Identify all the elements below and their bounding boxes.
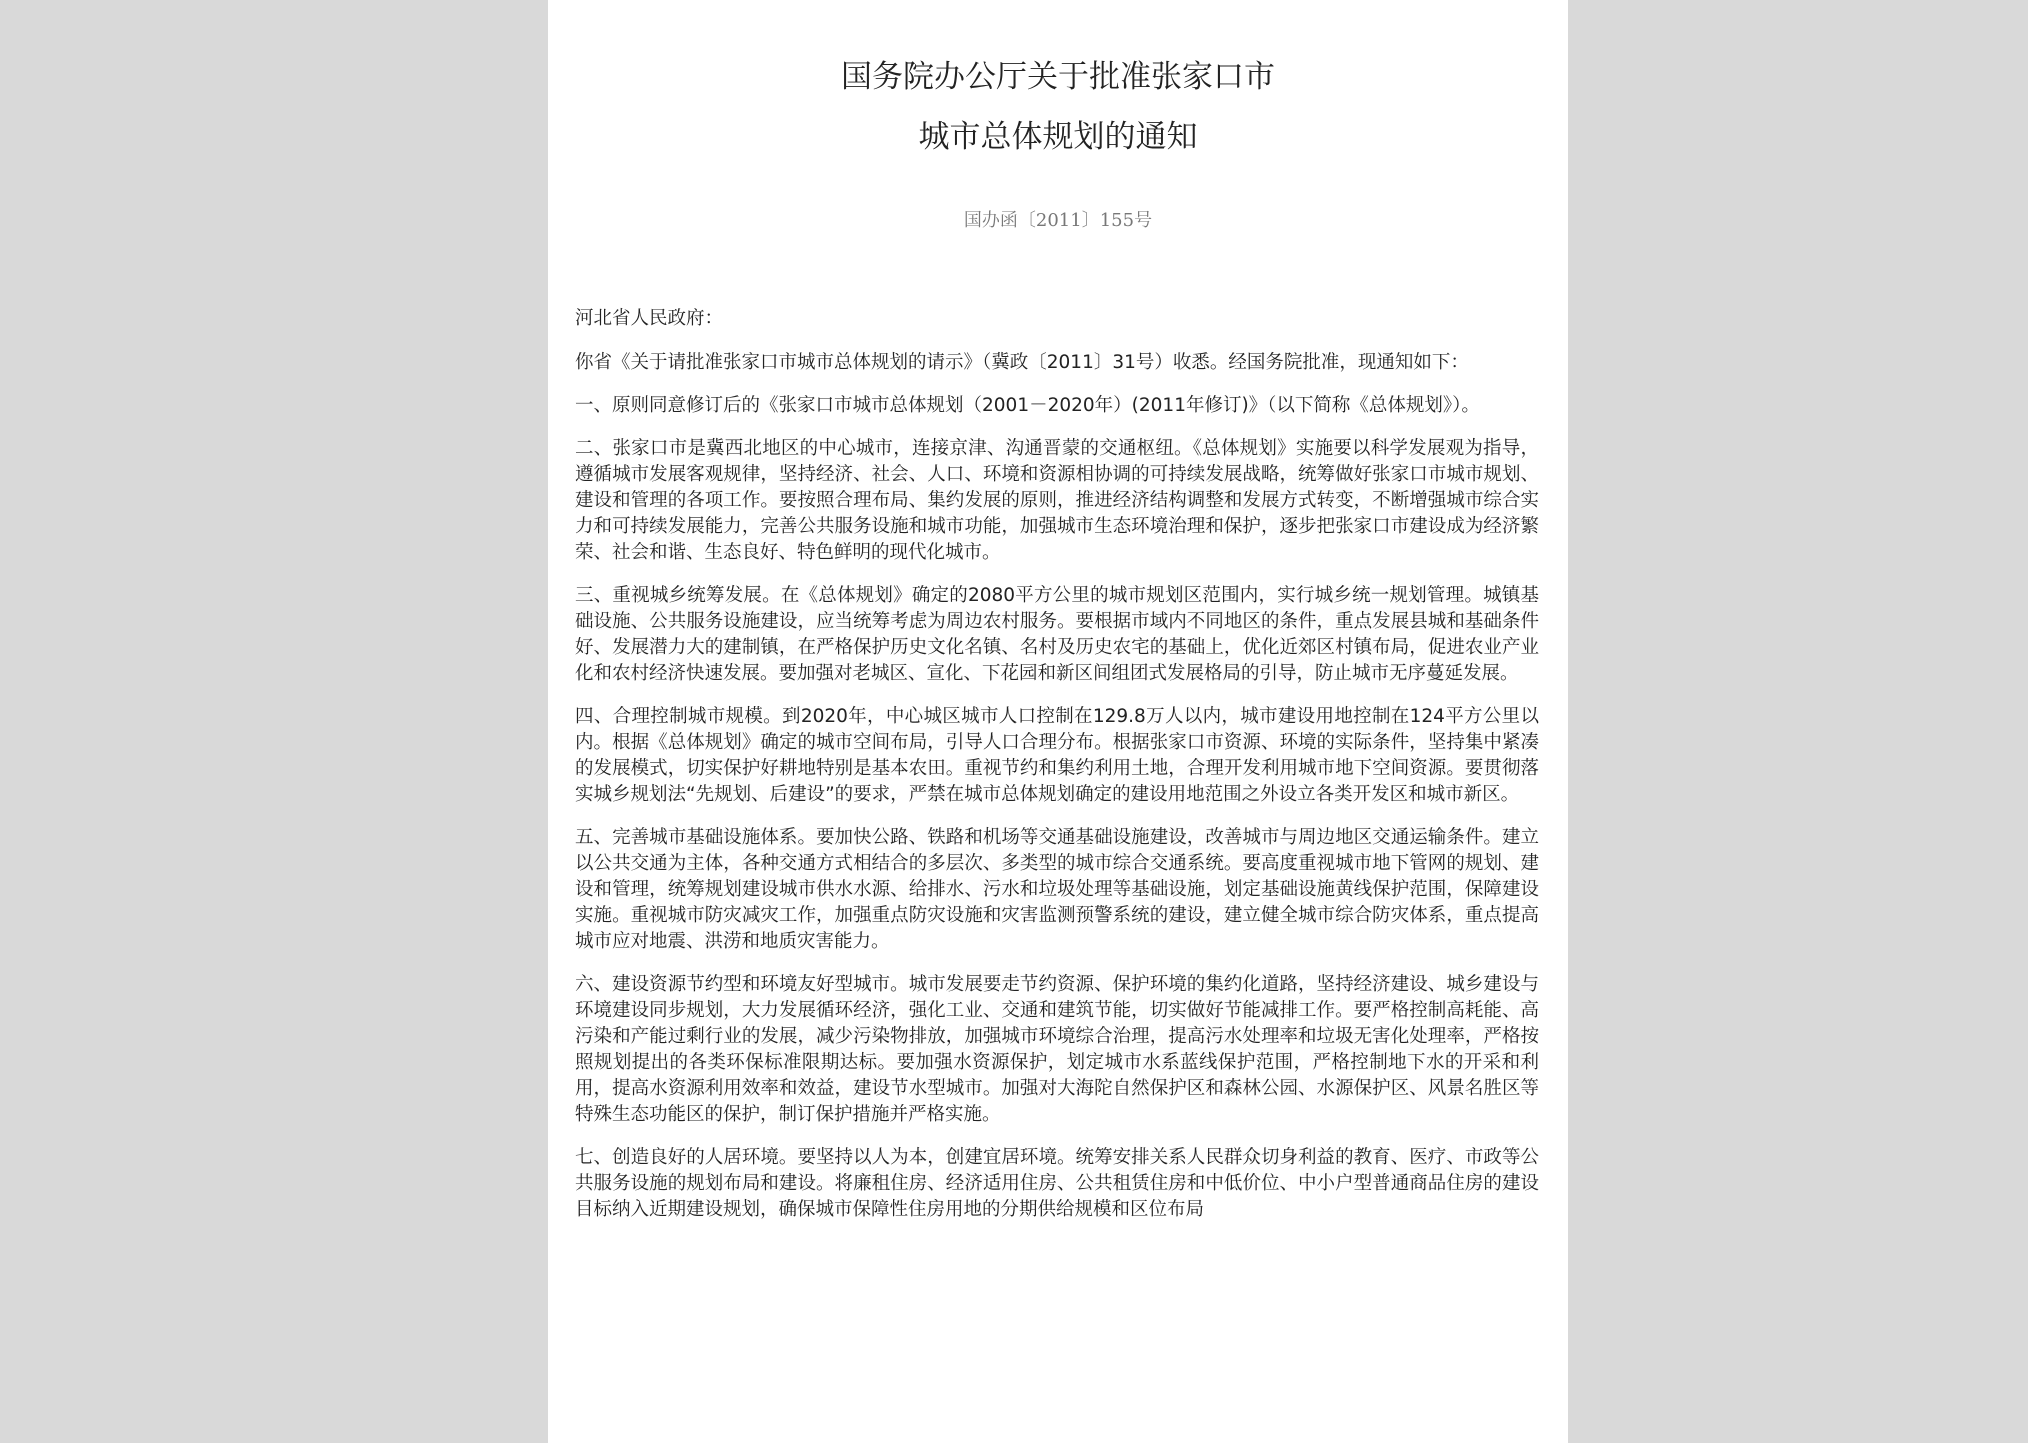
paragraph-5: 五、完善城市基础设施体系。要加快公路、铁路和机场等交通基础设施建设，改善城市与周边地区交通运输条件。建立以公共交通为主体，各种交通方式相结合的多层次、多类型的城市综合交通系统。要高度重视城市地下管网的规划、建设和管理，统筹规划建设城市供水水源、给排水、污水和垃圾处理等基础设施，划定基础设施黄线保护范围，保障建设实施。重视城市防灾减灾工作，加强重点防灾设施和灾害监测预警系统的建设，建立健全城市综合防灾体系，重点提高城市应对地震、洪涝和地质灾害能力。 <box>575 827 1539 952</box>
paragraph-2: 二、张家口市是冀西北地区的中心城市，连接京津、沟通晋蒙的交通枢纽。《总体规划》实施要以科学发展观为指导，遵循城市发展客观规律，坚持经济、社会、人口、环境和资源相协调的可持续发展战略，统筹做好张家口市城市规划、建设和管理的各项工作。要按照合理布局、集约发展的原则，推进经济结构调整和发展方式转变，不断增强城市综合实力和可持续发展能力，完善公共服务设施和城市功能，加强城市生态环境治理和保护，逐步把张家口市建设成为经济繁荣、社会和谐、生态良好、特色鲜明的现代化城市。 <box>575 438 1539 563</box>
title-line-1: 国务院办公厅关于批准张家口市 <box>841 59 1275 95</box>
document-page <box>548 0 1568 1443</box>
paragraph-6: 六、建设资源节约型和环境友好型城市。城市发展要走节约资源、保护环境的集约化道路，坚持经济建设、城乡建设与环境建设同步规划，大力发展循环经济，强化工业、交通和建筑节能，切实做好节能减排工作。要严格控制高耗能、高污染和产能过剩行业的发展，减少污染物排放，加强城市环境综合治理，提高污水处理率和垃圾无害化处理率，严格按照规划提出的各类环保标准限期达标。要加强水资源保护，划定城市水系蓝线保护范围，严格控制地下水的开采和利用，提高水资源利用效率和效益，建设节水型城市。加强对大海陀自然保护区和森林公园、水源保护区、风景名胜区等特殊生态功能区的保护，制订保护措施并严格实施。 <box>575 974 1539 1125</box>
document-title <box>548 0 1568 167</box>
salutation: 河北省人民政府： <box>575 308 724 329</box>
paragraph-3: 三、重视城乡统筹发展。在《总体规划》确定的2080平方公里的城市规划区范围内，实行城乡统一规划管理。城镇基础设施、公共服务设施建设，应当统筹考虑为周边农村服务。要根据市域内不同地区的条件，重点发展县城和基础条件好、发展潜力大的建制镇，在严格保护历史文化名镇、名村及历史农宅的基础上，优化近郊区村镇布局，促进农业产业化和农村经济快速发展。要加强对老城区、宣化、下花园和新区间组团式发展格局的引导，防止城市无序蔓延发展。 <box>575 585 1539 684</box>
paragraph-intro: 你省《关于请批准张家口市城市总体规划的请示》（冀政〔2011〕31号）收悉。经国务院批准，现通知如下： <box>575 352 1469 373</box>
paragraph-7: 七、创造良好的人居环境。要坚持以人为本，创建宜居环境。统筹安排关系人民群众切身利益的教育、医疗、市政等公共服务设施的规划布局和建设。将廉租住房、经济适用住房、公共租赁住房和中低价位、中小户型普通商品住房的建设目标纳入近期建设规划，确保城市保障性住房用地的分期供给规模和区位布局 <box>575 1147 1539 1220</box>
title-line-2: 城市总体规划的通知 <box>918 119 1198 155</box>
document-number: 国办函〔2011〕155号 <box>963 210 1153 231</box>
document-body <box>575 306 1539 1240</box>
paragraph-1: 一、原则同意修订后的《张家口市城市总体规划（2001－2020年）(2011年修订)》（以下简称《总体规划》）。 <box>575 395 1480 416</box>
paragraph-4: 四、合理控制城市规模。到2020年，中心城区城市人口控制在129.8万人以内，城市建设用地控制在124平方公里以内。根据《总体规划》确定的城市空间布局，引导人口合理分布。根据张家口市资源、环境的实际条件，坚持集中紧凑的发展模式，切实保护好耕地特别是基本农田。重视节约和集约利用土地，合理开发利用城市地下空间资源。要贯彻落实城乡规划法“先规划、后建设”的要求，严禁在城市总体规划确定的建设用地范围之外设立各类开发区和城市新区。 <box>575 706 1539 805</box>
